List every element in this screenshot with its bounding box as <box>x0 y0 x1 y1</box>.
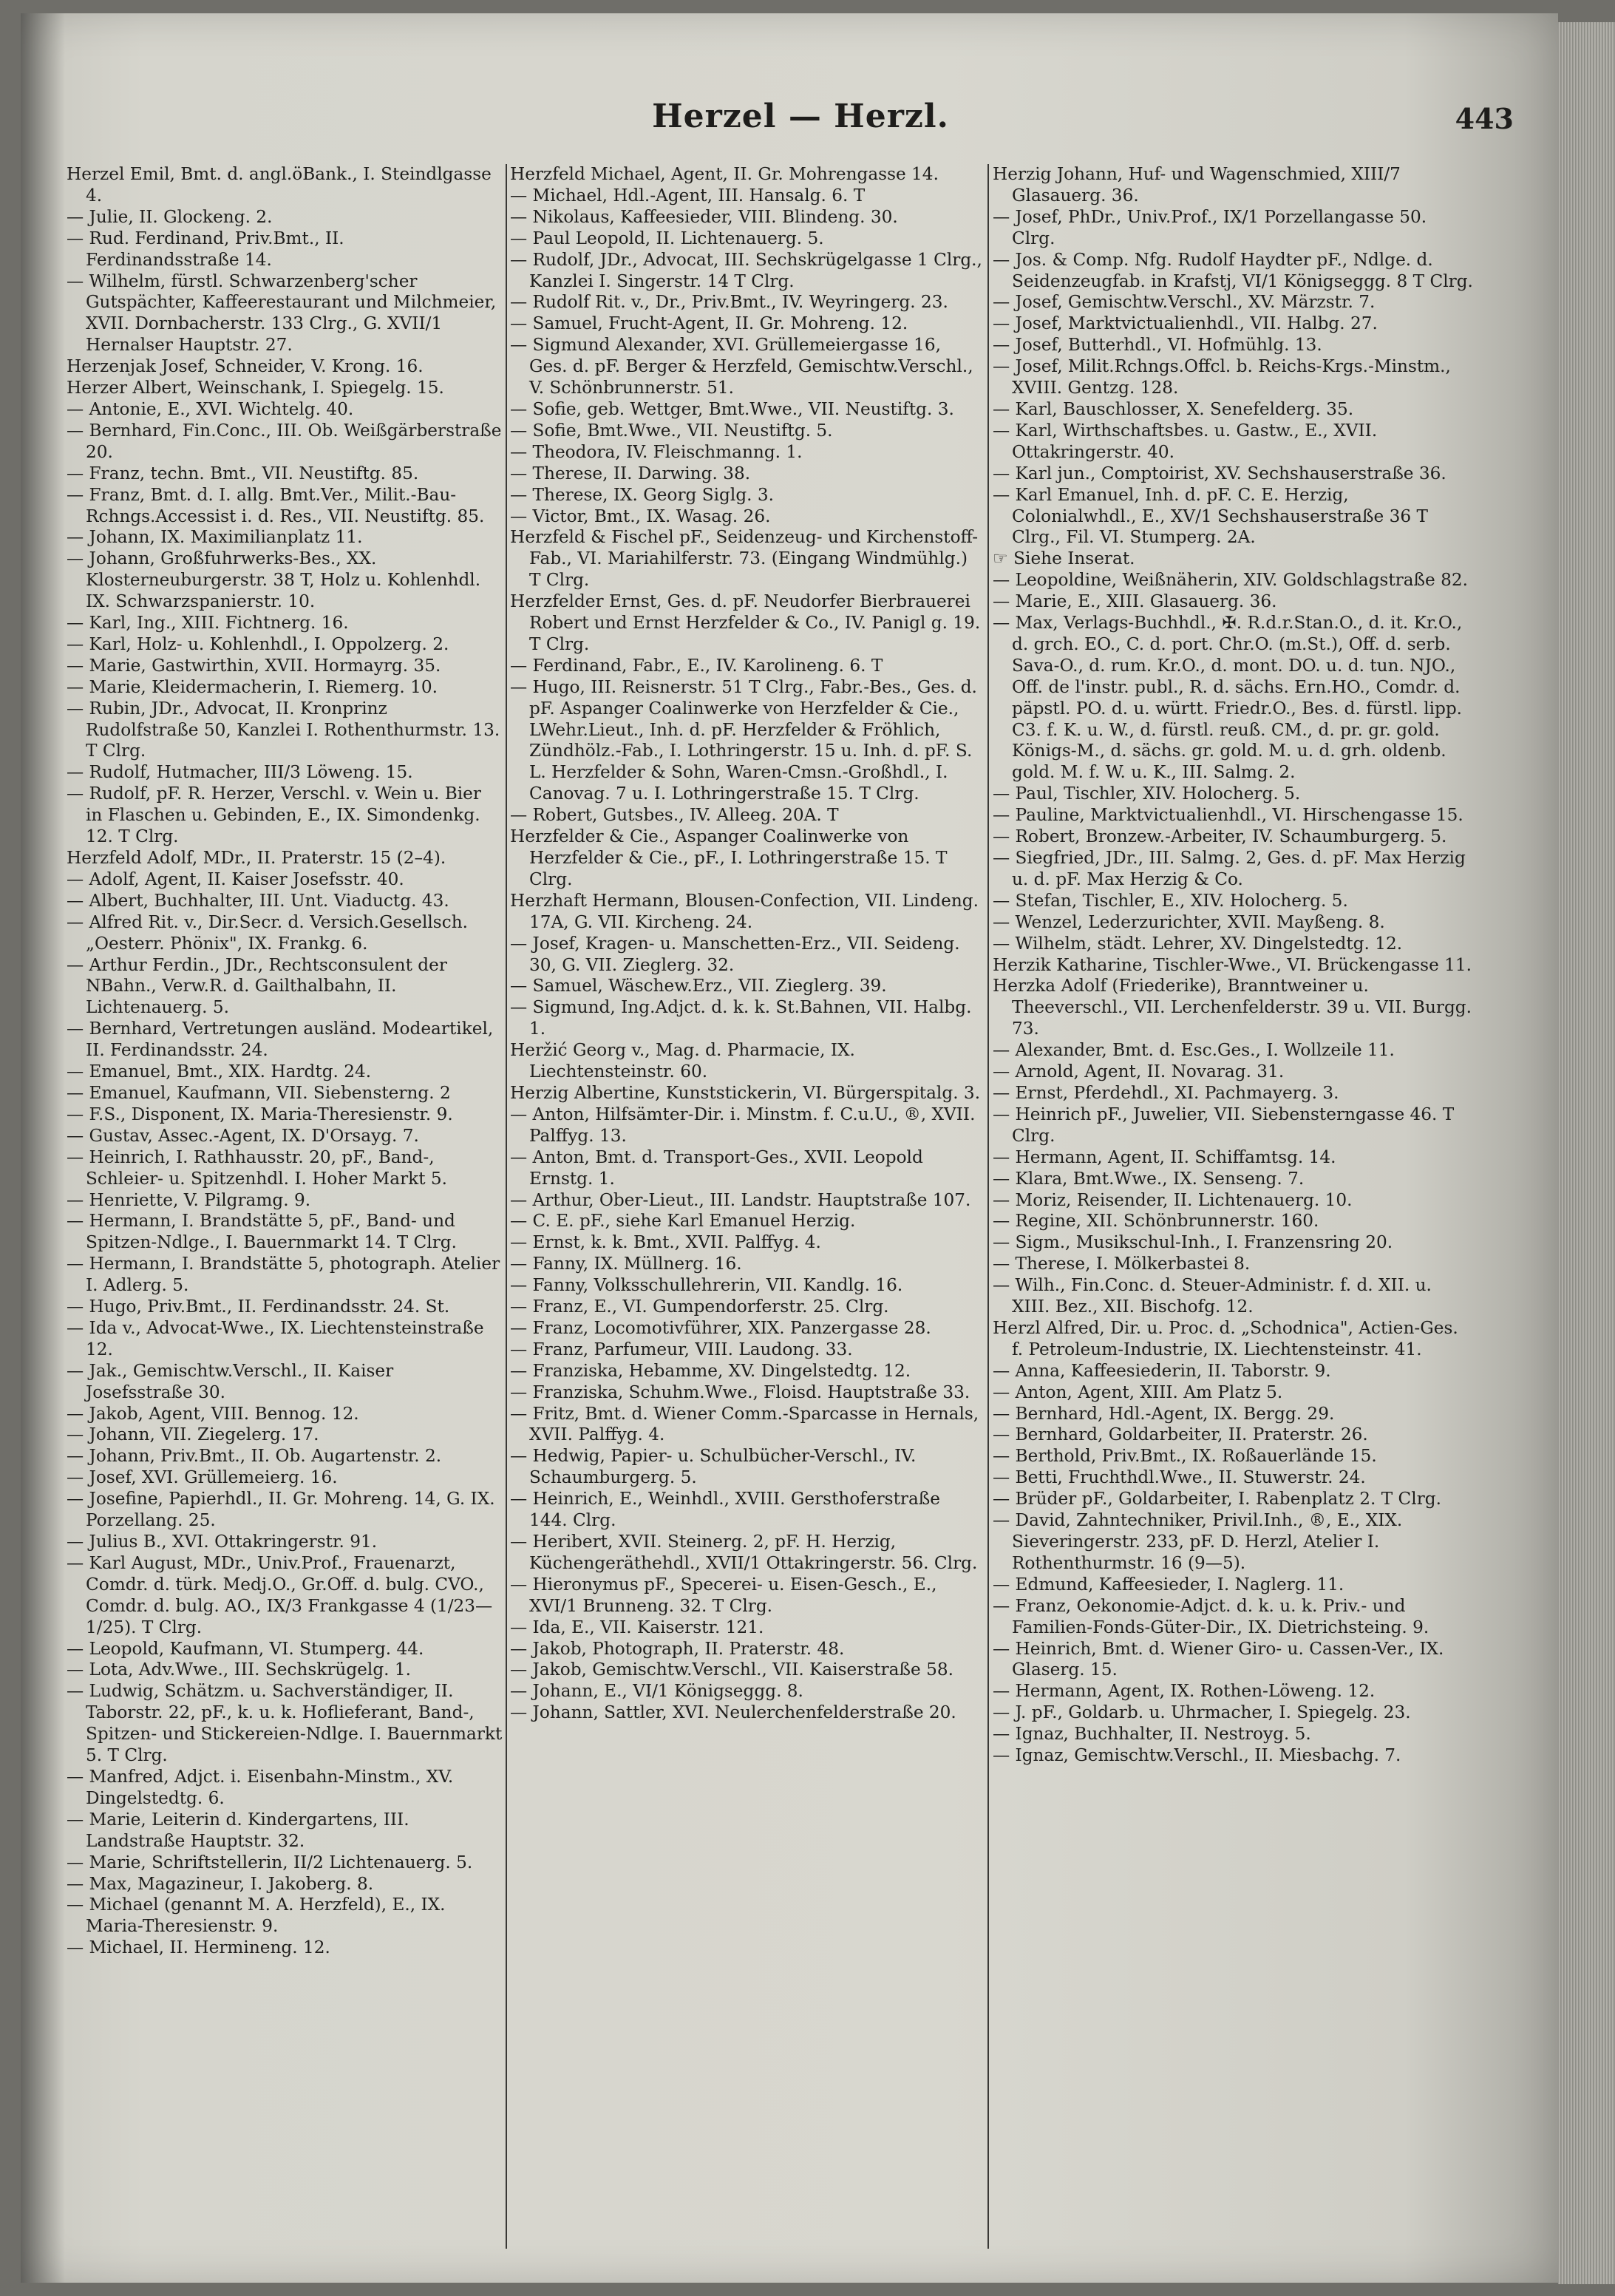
directory-entry: — Arnold, Agent, II. Novarag. 31. <box>993 1062 1285 1082</box>
directory-entry: — Josef, Gemischtw.Verschl., XV. Märzstr. 7. <box>993 292 1376 313</box>
directory-entry: — Jakob, Photograph, II. Praterstr. 48. <box>510 1638 845 1659</box>
directory-entry: — Marie, Kleidermacherin, I. Riemerg. 10. <box>67 676 438 697</box>
directory-entry: — C. E. pF., siehe Karl Emanuel Herzig. <box>510 1211 856 1232</box>
directory-entry: — Ida, E., VII. Kaiserstr. 121. <box>510 1617 764 1637</box>
directory-entry: — Paul, Tischler, XIV. Holocherg. 5. <box>993 784 1301 804</box>
directory-entry: — Hermann, Agent, II. Schiffamtsg. 14. <box>993 1147 1336 1167</box>
directory-entry: — Karl August, MDr., Univ.Prof., Frauenarzt, Comdr. d. türk. Medj.O., Gr.Off. d. bulg. CVO., Comdr. d. bulg. AO., IX/3 Frankgasse 4 (1/23—1/25). T Clrg. <box>67 1552 493 1637</box>
directory-entry: — Max, Magazineur, I. Jakoberg. 8. <box>67 1873 374 1894</box>
directory-entry: — Stefan, Tischler, E., XIV. Holocherg. 5. <box>993 890 1348 911</box>
directory-entry: — Alexander, Bmt. d. Esc.Ges., I. Wollzeile 11. <box>993 1040 1395 1061</box>
directory-entry: — Anton, Bmt. d. Transport-Ges., XVII. Leopold Ernstg. 1. <box>510 1147 923 1189</box>
directory-entry: Herzka Adolf (Friederike), Branntweiner u. Theeverschl., VII. Lerchenfelderstr. 39 u. VII. Burgg. 73. <box>993 976 1472 1039</box>
directory-entry: — Karl Emanuel, Inh. d. pF. C. E. Herzig, Colonialwhdl., E., XV/1 Sechshauserstraße 36 T Clrg., Fil. VI. Stumperg. 2A. <box>993 484 1428 548</box>
directory-entry: — Heinrich pF., Juwelier, VII. Siebensterngasse 46. T Clrg. <box>993 1104 1455 1146</box>
directory-entry: — Berthold, Priv.Bmt., IX. Roßauerlände 15. <box>993 1446 1377 1467</box>
directory-entry: — Victor, Bmt., IX. Wasag. 26. <box>510 506 771 526</box>
directory-entry: — Adolf, Agent, II. Kaiser Josefsstr. 40. <box>67 869 404 889</box>
directory-entry: — Therese, II. Darwing. 38. <box>510 463 751 483</box>
directory-entry: — Emanuel, Bmt., XIX. Hardtg. 24. <box>67 1062 372 1082</box>
directory-entry: — Jakob, Agent, VIII. Bennog. 12. <box>67 1403 359 1424</box>
directory-entry: — Sigmund Alexander, XVI. Grüllemeiergasse 16, Ges. d. pF. Berger & Herzfeld, Gemischtw.Verschl., V. Schönbrunnerstr. 51. <box>510 335 973 398</box>
directory-entry: — Josefine, Papierhdl., II. Gr. Mohreng. 14, G. IX. Porzellang. 25. <box>67 1489 495 1531</box>
directory-entry: — Marie, Schriftstellerin, II/2 Lichtenauerg. 5. <box>67 1852 473 1872</box>
directory-entry: — F.S., Disponent, IX. Maria-Theresienstr. 9. <box>67 1104 453 1124</box>
page-gutter-shadow <box>21 13 65 2283</box>
directory-entry: — Josef, Kragen- u. Manschetten-Erz., VII. Seideng. 30, G. VII. Zieglerg. 32. <box>510 933 960 975</box>
directory-entry: — Manfred, Adjct. i. Eisenbahn-Minstm., XV. Dingelstedtg. 6. <box>67 1766 454 1808</box>
directory-entry: — Franz, Locomotivführer, XIX. Panzergasse 28. <box>510 1317 931 1338</box>
directory-entry: — Rudolf, Hutmacher, III/3 Löweng. 15. <box>67 762 413 783</box>
directory-entry: — Johann, Großfuhrwerks-Bes., XX. Klosterneuburgerstr. 38 T, Holz u. Kohlenhdl. IX. Schwarzspanierstr. 10. <box>67 548 481 612</box>
directory-entry: — Paul Leopold, II. Lichtenauerg. 5. <box>510 228 824 248</box>
directory-entry: — Michael, Hdl.-Agent, III. Hansalg. 6. T <box>510 185 866 206</box>
directory-entry: — Marie, Gastwirthin, XVII. Hormayrg. 35. <box>67 655 441 676</box>
directory-entry: — Jakob, Gemischtw.Verschl., VII. Kaiserstraße 58. <box>510 1660 953 1680</box>
directory-entry: — Franz, techn. Bmt., VII. Neustiftg. 85. <box>67 463 419 483</box>
directory-entry: — Robert, Gutsbes., IV. Alleeg. 20A. T <box>510 805 839 826</box>
directory-entry: — Karl, Holz- u. Kohlenhdl., I. Oppolzerg. 2. <box>67 634 449 654</box>
directory-entry: — Wenzel, Lederzurichter, XVII. Mayßeng. 8. <box>993 911 1385 932</box>
directory-entry: — Johann, Priv.Bmt., II. Ob. Augartenstr. 2. <box>67 1446 442 1467</box>
directory-entry: — Leopoldine, Weißnäherin, XIV. Goldschlagstraße 82. <box>993 570 1468 591</box>
directory-entry: — Theodora, IV. Fleischmanng. 1. <box>510 441 803 462</box>
directory-entry: — Hugo, Priv.Bmt., II. Ferdinandsstr. 24. St. <box>67 1297 450 1317</box>
directory-entry: — Rudolf Rit. v., Dr., Priv.Bmt., IV. Weyringerg. 23. <box>510 292 948 313</box>
directory-entry: Herzer Albert, Weinschank, I. Spiegelg. 15. <box>67 378 444 398</box>
directory-entry: — Sofie, Bmt.Wwe., VII. Neustiftg. 5. <box>510 420 833 441</box>
directory-entry: — Franziska, Hebamme, XV. Dingelstedtg. 12. <box>510 1360 911 1381</box>
directory-entry: — Karl, Ing., XIII. Fichtnerg. 16. <box>67 613 349 634</box>
directory-entry: — Moriz, Reisender, II. Lichtenauerg. 10. <box>993 1189 1353 1210</box>
directory-entry: — Betti, Fruchthdl.Wwe., II. Stuwerstr. 24. <box>993 1467 1366 1488</box>
directory-entry: — Marie, E., XIII. Glasauerg. 36. <box>993 591 1277 612</box>
directory-entry: — Ida v., Advocat-Wwe., IX. Liechtensteinstraße 12. <box>67 1317 484 1359</box>
directory-entry: — Bernhard, Goldarbeiter, II. Praterstr. 26. <box>993 1424 1368 1445</box>
directory-entry: — Alfred Rit. v., Dir.Secr. d. Versich.Gesellsch. „Oesterr. Phönix", IX. Frankg. 6. <box>67 911 468 954</box>
directory-entry: — Regine, XII. Schönbrunnerstr. 160. <box>993 1211 1319 1232</box>
directory-entry: — Josef, Marktvictualienhdl., VII. Halbg. 27. <box>993 313 1378 334</box>
directory-entry: — Fanny, IX. Müllnerg. 16. <box>510 1254 742 1274</box>
directory-entry: Herzfeld & Fischel pF., Seidenzeug- und Kirchenstoff-Fab., VI. Mariahilferstr. 73. (Eingang Windmühlg.) T Clrg. <box>510 527 979 591</box>
directory-entry: — Hermann, Agent, IX. Rothen-Löweng. 12. <box>993 1681 1376 1702</box>
directory-entry: — Antonie, E., XVI. Wichtelg. 40. <box>67 398 354 419</box>
directory-entry: — Rudolf, JDr., Advocat, III. Sechskrügelgasse 1 Clrg., Kanzlei I. Singerstr. 14 T Clrg. <box>510 249 982 291</box>
directory-entry: Herzfeld Michael, Agent, II. Gr. Mohrengasse 14. <box>510 164 939 184</box>
directory-entry: — Robert, Bronzew.-Arbeiter, IV. Schaumburgerg. 5. <box>993 826 1447 847</box>
directory-entry: — Michael (genannt M. A. Herzfeld), E., IX. Maria-Theresienstr. 9. <box>67 1895 446 1937</box>
directory-entry: — Michael, II. Hermineng. 12. <box>67 1937 330 1958</box>
directory-entry: — Samuel, Frucht-Agent, II. Gr. Mohreng. 12. <box>510 313 908 334</box>
directory-entry: Herzfelder Ernst, Ges. d. pF. Neudorfer Bierbrauerei Robert und Ernst Herzfelder & Co., IV. Panigl g. 19. T Clrg. <box>510 591 981 654</box>
directory-entry: — Sigmund, Ing.Adjct. d. k. k. St.Bahnen, VII. Halbg. 1. <box>510 997 972 1039</box>
directory-entry: — Rud. Ferdinand, Priv.Bmt., II. Ferdinandsstraße 14. <box>67 228 344 270</box>
directory-entry: Herzik Katharine, Tischler-Wwe., VI. Brückengasse 11. <box>993 954 1472 975</box>
directory-entry: — Franz, Bmt. d. I. allg. Bmt.Ver., Milit.-Bau-Rchngs.Accessist i. d. Res., VII. Neustiftg. 85. <box>67 484 485 526</box>
directory-entry: — Johann, Sattler, XVI. Neulerchenfelderstraße 20. <box>510 1702 956 1723</box>
directory-entry: Herzfeld Adolf, MDr., II. Praterstr. 15 (2–4). <box>67 848 446 868</box>
directory-entry: — Julius B., XVI. Ottakringerstr. 91. <box>67 1532 378 1552</box>
directory-entry: — Bernhard, Vertretungen ausländ. Modeartikel, II. Ferdinandsstr. 24. <box>67 1019 494 1061</box>
directory-entry: — Max, Verlags-Buchhdl., ✠. R.d.r.Stan.O., d. it. Kr.O., d. grch. EO., C. d. port. Chr.O. (m.St.), Off. d. serb. Sava-O., d. rum. Kr.O., d. mont. DO. u. d. tun. NJO., Off. de l'instr. publ., R. d. sächs. Ern.HO., Comdr. d. päpstl. PO. d. u. württ. Friedr.O., Bes. d. fürstl. lipp. C3. f. K. u. W., d. fürstl. reuß. CM., d. pr. gr. gold. Königs-M., d. sächs. gr. gold. M. u. d. grh. oldenb. gold. M. f. W. u. K., III. Salmg. 2. <box>993 613 1463 783</box>
directory-entry: — Arthur Ferdin., JDr., Rechtsconsulent der NBahn., Verw.R. d. Gailthalbahn, II. Lichtenauerg. 5. <box>67 954 447 1018</box>
directory-entry: — Siegfried, JDr., III. Salmg. 2, Ges. d. pF. Max Herzig u. d. pF. Max Herzig & Co. <box>993 848 1466 889</box>
directory-entry: Herzig Albertine, Kunststickerin, VI. Bürgerspitalg. 3. <box>510 1082 981 1103</box>
directory-entry: — Ignaz, Gemischtw.Verschl., II. Miesbachg. 7. <box>993 1745 1401 1766</box>
directory-entry: — Fanny, Volksschullehrerin, VII. Kandlg. 16. <box>510 1275 903 1296</box>
directory-entry: — Ignaz, Buchhalter, II. Nestroyg. 5. <box>993 1724 1311 1745</box>
directory-entry: — Wilhelm, fürstl. Schwarzenberg'scher Gutspächter, Kaffeerestaurant und Milchmeier, XVII. Dornbacherstr. 133 Clrg., G. XVII/1 Hernalser Hauptstr. 27. <box>67 271 497 356</box>
directory-entry: — Rubin, JDr., Advocat, II. Kronprinz Rudolfstraße 50, Kanzlei I. Rothenthurmstr. 13. T Clrg. <box>67 698 500 761</box>
directory-entry: — Karl, Wirthschaftsbes. u. Gastw., E., XVII. Ottakringerstr. 40. <box>993 420 1378 462</box>
directory-entry: Herzel Emil, Bmt. d. angl.öBank., I. Steindlgasse 4. <box>67 164 492 206</box>
directory-entry: — Lota, Adv.Wwe., III. Sechskrügelg. 1. <box>67 1660 412 1680</box>
page-header <box>65 89 1536 148</box>
directory-entry: Herzl Alfred, Dir. u. Proc. d. „Schodnica", Actien-Ges. f. Petroleum-Industrie, IX. Liechtensteinstr. 41. <box>993 1317 1458 1359</box>
directory-entry: — Josef, Butterhdl., VI. Hofmühlg. 13. <box>993 335 1322 356</box>
directory-entry: — Hermann, I. Brandstätte 5, photograph. Atelier I. Adlerg. 5. <box>67 1254 500 1296</box>
directory-entry: — Klara, Bmt.Wwe., IX. Senseng. 7. <box>993 1168 1305 1189</box>
directory-column-1 <box>67 164 503 2249</box>
directory-entry: — Nikolaus, Kaffeesieder, VIII. Blindeng. 30. <box>510 206 898 227</box>
directory-entry: — Josef, XVI. Grüllemeierg. 16. <box>67 1467 338 1488</box>
page-number: 443 <box>1455 102 1514 135</box>
directory-entry: — Anton, Agent, XIII. Am Platz 5. <box>993 1382 1283 1402</box>
directory-entry: — Edmund, Kaffeesieder, I. Naglerg. 11. <box>993 1574 1344 1594</box>
directory-entry: — Fritz, Bmt. d. Wiener Comm.-Sparcasse in Hernals, XVII. Palffyg. 4. <box>510 1403 979 1445</box>
directory-entry: — Samuel, Wäschew.Erz., VII. Zieglerg. 39. <box>510 976 887 996</box>
directory-entry: — Rudolf, pF. R. Herzer, Verschl. v. Wein u. Bier in Flaschen u. Gebinden, E., IX. Simondenkg. 12. T Clrg. <box>67 784 481 847</box>
book-fore-edge <box>1558 22 1615 2284</box>
directory-entry: — Bernhard, Hdl.-Agent, IX. Bergg. 29. <box>993 1403 1335 1424</box>
directory-entry: — Ludwig, Schätzm. u. Sachverständiger, II. Taborstr. 22, pF., k. u. k. Hoflieferant, Band-, Spitzen- und Stickereien-Ndlge. I. Bauernmarkt 5. T Clrg. <box>67 1681 503 1766</box>
running-title: Herzel — Herzl. <box>652 98 949 135</box>
directory-entry: Herzenjak Josef, Schneider, V. Krong. 16. <box>67 356 424 377</box>
directory-entry: — Franz, Oekonomie-Adjct. d. k. u. k. Priv.- und Familien-Fonds-Güter-Dir., IX. Dietrichsteing. 9. <box>993 1595 1429 1637</box>
directory-entry: — Heinrich, Bmt. d. Wiener Giro- u. Cassen-Ver., IX. Glaserg. 15. <box>993 1638 1444 1680</box>
directory-entry: — Pauline, Marktvictualienhdl., VI. Hirschengasse 15. <box>993 805 1463 826</box>
directory-entry: — Karl jun., Comptoirist, XV. Sechshauserstraße 36. <box>993 463 1446 483</box>
directory-entry: — Franz, Parfumeur, VIII. Laudong. 33. <box>510 1339 853 1359</box>
directory-entry: — Therese, I. Mölkerbastei 8. <box>993 1254 1251 1274</box>
directory-entry: — Jak., Gemischtw.Verschl., II. Kaiser Josefsstraße 30. <box>67 1360 394 1402</box>
column-rule <box>987 164 989 2249</box>
directory-entry: — Hugo, III. Reisnerstr. 51 T Clrg., Fabr.-Bes., Ges. d. pF. Aspanger Coalinwerke von Herzfelder & Cie., LWehr.Lieut., Inh. d. pF. Herzfelder & Fröhlich, Zündhölz.-Fab., I. Lothringerstr. 15 u. Inh. d. pF. S. L. Herzfelder & Sohn, Waren-Cmsn.-Großhdl., I. Canovag. 7 u. I. Lothringerstraße 15. T Clrg. <box>510 676 977 804</box>
directory-entry: — Heribert, XVII. Steinerg. 2, pF. H. Herzig, Küchengeräthehdl., XVII/1 Ottakringerstr. 56. Clrg. <box>510 1532 978 1573</box>
directory-entry: — Wilhelm, städt. Lehrer, XV. Dingelstedtg. 12. <box>993 933 1403 954</box>
directory-entry: — Josef, Milit.Rchngs.Offcl. b. Reichs-Krgs.-Minstm., XVIII. Gentzg. 128. <box>993 356 1451 398</box>
directory-entry: — Jos. & Comp. Nfg. Rudolf Haydter pF., Ndlge. d. Seidenzeugfab. in Krafstj, VI/1 Königseggg. 8 T Clrg. <box>993 249 1473 291</box>
directory-entry: — Hermann, I. Brandstätte 5, pF., Band- und Spitzen-Ndlge., I. Bauernmarkt 14. T Clrg. <box>67 1211 458 1253</box>
directory-entry: — J. pF., Goldarb. u. Uhrmacher, I. Spiegelg. 23. <box>993 1702 1411 1723</box>
directory-entry: Herzfelder & Cie., Aspanger Coalinwerke von Herzfelder & Cie., pF., I. Lothringerstraße 15. T Clrg. <box>510 826 948 889</box>
directory-entry: — Brüder pF., Goldarbeiter, I. Rabenplatz 2. T Clrg. <box>993 1489 1442 1509</box>
directory-entry: — Franziska, Schuhm.Wwe., Floisd. Hauptstraße 33. <box>510 1382 970 1402</box>
directory-entry: — Karl, Bauschlosser, X. Senefelderg. 35. <box>993 398 1354 419</box>
directory-entry: — Leopold, Kaufmann, VI. Stumperg. 44. <box>67 1638 424 1659</box>
directory-entry: — Ferdinand, Fabr., E., IV. Karolineng. 6. T <box>510 655 883 676</box>
directory-entry: — Franz, E., VI. Gumpendorferstr. 25. Clrg. <box>510 1297 889 1317</box>
directory-entry: — Heinrich, I. Rathhausstr. 20, pF., Band-, Schleier- u. Spitzenhdl. I. Hoher Markt 5. <box>67 1147 448 1189</box>
directory-entry: — Johann, IX. Maximilianplatz 11. <box>67 527 363 548</box>
directory-column-3 <box>993 164 1473 2249</box>
directory-entry: — Albert, Buchhalter, III. Unt. Viaductg. 43. <box>67 890 449 911</box>
directory-entry: — Bernhard, Fin.Conc., III. Ob. Weißgärberstraße 20. <box>67 420 502 462</box>
directory-entry: — Heinrich, E., Weinhdl., XVIII. Gersthoferstraße 144. Clrg. <box>510 1489 941 1531</box>
directory-entry: — Hedwig, Papier- u. Schulbücher-Verschl., IV. Schaumburgerg. 5. <box>510 1446 917 1488</box>
directory-entry: — Johann, VII. Ziegelerg. 17. <box>67 1424 319 1445</box>
directory-entry: — Wilh., Fin.Conc. d. Steuer-Administr. f. d. XII. u. XIII. Bez., XII. Bischofg. 12. <box>993 1275 1432 1317</box>
directory-entry: — Sofie, geb. Wettger, Bmt.Wwe., VII. Neustiftg. 3. <box>510 398 954 419</box>
directory-entry: — Emanuel, Kaufmann, VII. Siebensterng. 2 <box>67 1082 451 1103</box>
directory-entry: — Arthur, Ober-Lieut., III. Landstr. Hauptstraße 107. <box>510 1189 971 1210</box>
directory-entry: — Gustav, Assec.-Agent, IX. D'Orsayg. 7. <box>67 1125 419 1146</box>
directory-column-2 <box>510 164 983 2249</box>
directory-entry: Heržić Georg v., Mag. d. Pharmacie, IX. Liechtensteinstr. 60. <box>510 1040 855 1082</box>
directory-entry: — Therese, IX. Georg Siglg. 3. <box>510 484 775 505</box>
directory-entry: — Hieronymus pF., Specerei- u. Eisen-Gesch., E., XVI/1 Brunneng. 32. T Clrg. <box>510 1574 937 1616</box>
directory-entry: — David, Zahntechniker, Privil.Inh., ®, E., XIX. Sieveringerstr. 233, pF. D. Herzl, Atelier I. Rothenthurmstr. 16 (9—5). <box>993 1510 1403 1573</box>
directory-entry: ☞ Siehe Inserat. <box>993 548 1135 569</box>
directory-entry: Herzhaft Hermann, Blousen-Confection, VII. Lindeng. 17A, G. VII. Kircheng. 24. <box>510 890 979 932</box>
directory-entry: — Anna, Kaffeesiederin, II. Taborstr. 9. <box>993 1360 1331 1381</box>
directory-entry: — Sigm., Musikschul-Inh., I. Franzensring 20. <box>993 1232 1393 1253</box>
directory-entry: — Johann, E., VI/1 Königseggg. 8. <box>510 1681 803 1702</box>
directory-entry: — Ernst, Pferdehdl., XI. Pachmayerg. 3. <box>993 1082 1339 1103</box>
directory-entry: — Julie, II. Glockeng. 2. <box>67 206 273 227</box>
directory-entry: Herzig Johann, Huf- und Wagenschmied, XIII/7 Glasauerg. 36. <box>993 164 1401 206</box>
directory-entry: — Anton, Hilfsämter-Dir. i. Minstm. f. C.u.U., ®, XVII. Palffyg. 13. <box>510 1104 976 1146</box>
directory-entry: — Henriette, V. Pilgramg. 9. <box>67 1189 311 1210</box>
directory-entry: — Marie, Leiterin d. Kindergartens, III. Landstraße Hauptstr. 32. <box>67 1809 409 1851</box>
column-rule <box>506 164 507 2249</box>
directory-entry: — Josef, PhDr., Univ.Prof., IX/1 Porzellangasse 50. Clrg. <box>993 206 1427 248</box>
directory-entry: — Ernst, k. k. Bmt., XVII. Palffyg. 4. <box>510 1232 821 1253</box>
